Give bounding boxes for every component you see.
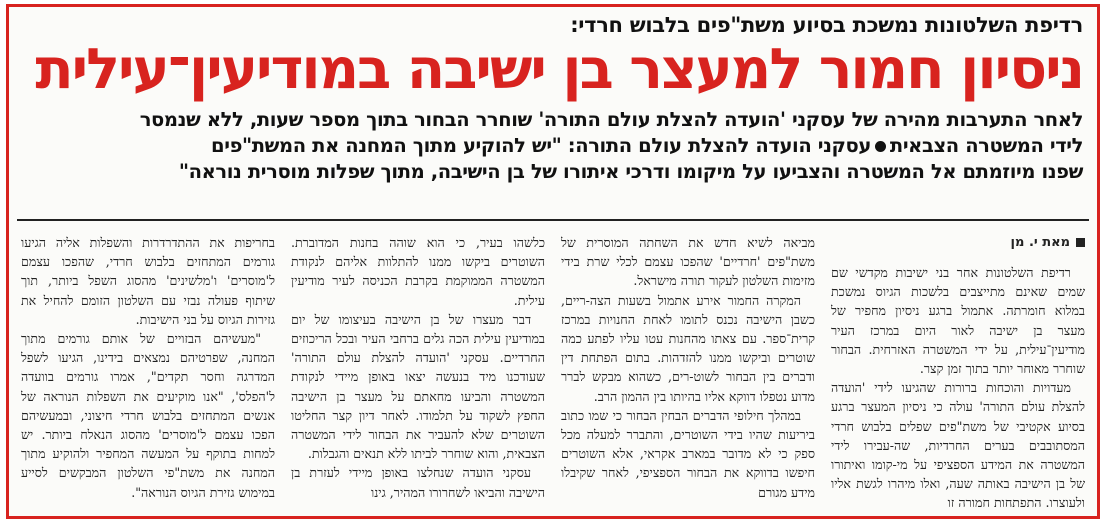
article-deck	[9, 103, 1097, 185]
paragraph: דבר מעצרו של בן הישיבה בעיצומו של יום במודיעין עילית הכה גלים ברחבי העיר ובכל הריכוזים החרדיים. עסקני 'הועדה להצלת עולם התורה' שעודכנו מיד בנעשה יצאו באופן מיידי לנקודת המשטרה והביעו מחאתם על מעצר בן הישיבה החפץ לשקוד על תלמודו. לאחר דיון קצר החליטו השוטרים שלא להעביר את הבחור לידי המשטרה הצבאית, והוא שוחרר לביתו ללא תנאים והגבלות.	[291, 311, 545, 462]
deck-segment: עסקני הועדה להצלת עולם התורה: "יש להוקיע מתוך המחנה את המשת"פים	[211, 134, 871, 157]
article-column	[21, 233, 275, 512]
bullet-icon	[875, 141, 886, 152]
deck-line	[17, 133, 1083, 159]
square-bullet-icon	[1076, 238, 1085, 247]
paragraph: בחריפות את ההתדרדרות והשפלות אליה הגיעו גורמים המתחזים בלבוש חרדי, שהפכו עצמם ל'מוסרים' ו'מלשינים' מהסוג השפל ביותר, תוך שיתוף פעולה נבזי עם השלטון הזומם להחיל את גזירות הגיוס על בני הישיבות.	[21, 235, 275, 327]
paragraph: מעדויות והוכחות ברורות שהגיעו לידי 'הועדה להצלת עולם התורה' עולה כי ניסיון המעצר ברגע בסיוע אקטיבי של משת"פים שפלים בלבוש חרדי המסתובבים בערים החרדיות, שה-עבירו לידי המשטרה את המידע הספציפי על מי-קומו ואיתורו של בן הישיבה באותה שעה, ואלו מיהרו לגשת אליו ולעוצרו. התפתחות חמורה זו	[831, 380, 1085, 511]
news-article-clipping	[6, 4, 1100, 519]
article-headline: ניסיון חמור למעצר בן ישיבה במודיעין־עילית	[35, 37, 1083, 102]
article-kicker: רדיפת השלטונות נמשכת בסיוע משת"פים בלבוש חרדי:	[570, 13, 1083, 37]
article-column	[561, 233, 815, 512]
divider	[17, 219, 1089, 221]
paragraph: המקרה החמור אירע אתמול בשעות הצה-ריים, כשבן הישיבה נכנס לתומו לאחת החנויות במרכז קרית־ספר. עם צאתו מהחנות עטו עליו לפתע כמה שוטרים וביקשו ממנו להזדהות. בתום הפתחת דין ודברים בין הבחור לשוט-רים, כשהוא מבקש לברר מדוע נטפלו דווקא אליו בהיותו בין ההמון הרב.	[561, 292, 815, 404]
paragraph: כלשהו בעיר, כי הוא שוהה בחנות המדוברת. השוטרים ביקשו ממנו להתלוות אליהם לנקודת המשטרה הממוקמת בקרבת הכניסה לעיר מודיעין עילית.	[291, 235, 545, 308]
paragraph: רדיפת השלטונות אחר בני ישיבות מקדשי שם שמים שאינם מתייצבים בלשכות הגיוס נמשכת במלוא חומרתה. אתמול ברגע ניסיון מחפיר של מעצר בן ישיבה לאור היום במרכז העיר מודיעין־עילית, על ידי המשטרה האזרחית. הבחור שוחרר מאוחר יותר בתוך זמן קצר.	[831, 265, 1085, 377]
article-column	[291, 233, 545, 512]
article-column	[831, 233, 1085, 512]
paragraph: במהלך חילופי הדברים הבחין הבחור כי שמו כתוב ביריעות שהיו בידי השוטרים, והתברר למעלה מכל ספק כי לא מדובר במארב אקראי, אלא השוטרים חיפשו בדווקא את הבחור הספציפי, לאחר שקיבלו מידע מגורם	[561, 407, 815, 500]
article-body	[21, 233, 1085, 512]
byline-text: מאת י. מן	[1010, 235, 1070, 250]
byline	[831, 233, 1085, 253]
paragraph: מביאה לשיא חדש את השחתה המוסרית של משת"פים 'חרדיים' שהפכו עצמם לכלי שרת בידי מזימות השלטון לעקור תורה מישראל.	[561, 235, 815, 289]
paragraph: עסקני הועדה שנחלצו באופן מיידי לעזרת בן הישיבה והביאו לשחרורו המהיר, גינו	[291, 465, 545, 500]
deck-line: לאחר התערבות מהירה של עסקני 'הועדה להצלת עולם התורה' שוחרר הבחור בתוך מספר שעות, ללא שנמסר	[139, 108, 1083, 131]
deck-segment: לידי המשטרה הצבאית	[889, 134, 1083, 157]
deck-line: שפנו מיוזמתם אל המשטרה והצביעו על מיקומו ודרכי איתורו של בן הישיבה, מתוך שפלות מוסרית נוראה"	[178, 160, 1083, 183]
paragraph: "מעשיהם הבזויים של אותם גורמים מתוך המחנה, שפרטיהם נמצאים בידינו, הגיעו לשפל המדרגה וחסר תקדים", אמרו גורמים בוועדה ל'הפלס', "אנו מוקיעים את השפלות הנוראה של אנשים המתחזים בלבוש חרדי חיצוני, ובמעשיהם הפכו עצמם ל'מוסרים' מהסוג הנאלח ביותר. יש למחות בתוקף על המעשה המחפיר ולהוקיע מתוך המחנה את משת"פי השלטון המבקשים לסייע במימוש גזירת הגיוס הנוראה".	[21, 331, 275, 500]
